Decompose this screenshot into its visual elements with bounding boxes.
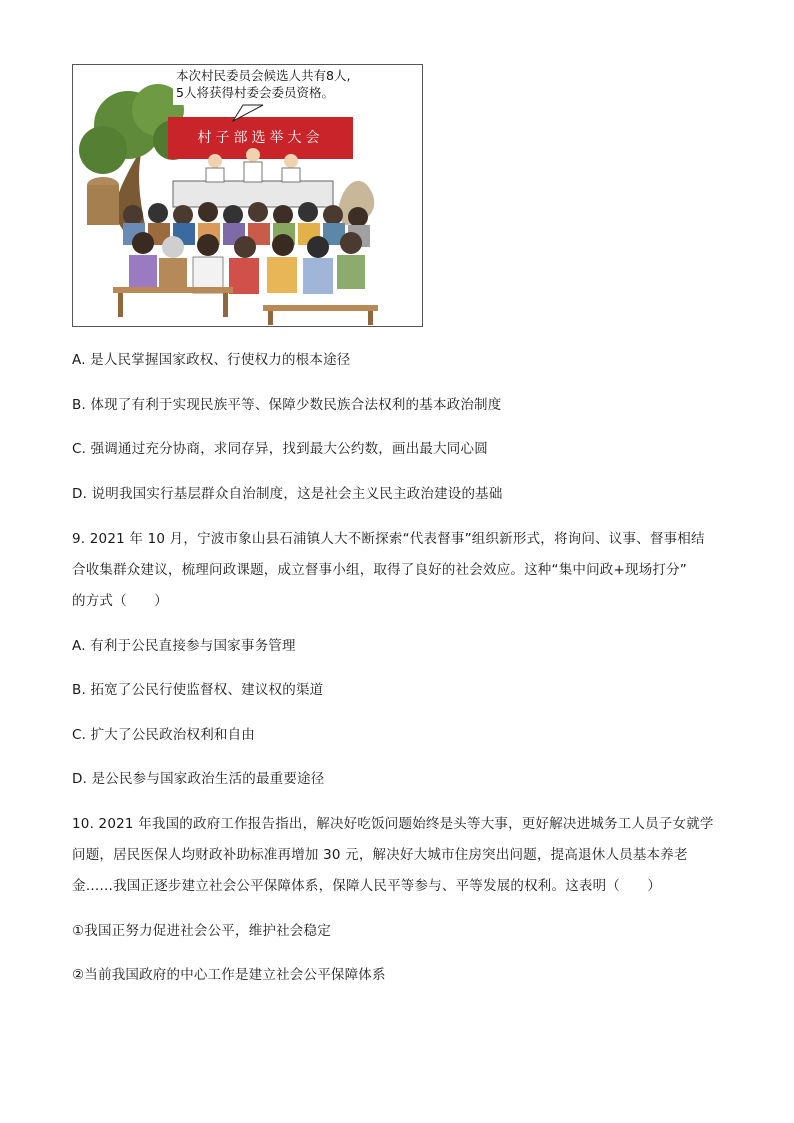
q8-option-d: D. 说明我国实行基层群众自治制度，这是社会主义民主政治建设的基础 <box>72 486 503 502</box>
q9-option-a: A. 有利于公民直接参与国家事务管理 <box>72 638 296 654</box>
election-banner-text: 村子部选举大会 <box>197 130 324 146</box>
q10-statement-2: ②当前我国政府的中心工作是建立社会公平保障体系 <box>72 967 386 983</box>
q10-stem-line-2: 问题，居民医保人均财政补助标准再增加 30 元，解决好大城市住房突出问题，提高退休人员基本养老 <box>72 847 688 863</box>
q9-stem-line-1: 9. 2021 年 10 月，宁波市象山县石浦镇人大不断探索“代表督事”组织新形式，将询问、议事、督事相结 <box>72 531 705 547</box>
q8-option-c: C. 强调通过充分协商，求同存异，找到最大公约数，画出最大同心圆 <box>72 441 488 457</box>
speech-caption <box>176 67 416 101</box>
q9-stem-line-3: 的方式（ ） <box>72 593 168 609</box>
q10-statement-1: ①我国正努力促进社会公平，维护社会稳定 <box>72 923 331 939</box>
village-election-drawing <box>73 65 422 326</box>
q9-option-d: D. 是公民参与国家政治生活的最重要途径 <box>72 771 325 787</box>
q9-option-b: B. 拓宽了公民行使监督权、建议权的渠道 <box>72 682 324 698</box>
q9-option-c: C. 扩大了公民政治权利和自由 <box>72 727 256 743</box>
q9-stem-line-2: 合收集群众建议，梳理问政课题，成立督事小组，取得了良好的社会效应。这种“集中问政+现场打分” <box>72 562 687 578</box>
speech-caption-line-1: 本次村民委员会候选人共有8人, <box>176 68 351 83</box>
q10-stem-line-1: 10. 2021 年我国的政府工作报告指出，解决好吃饭问题始终是头等大事，更好解决进城务工人员子女就学 <box>72 816 714 832</box>
q10-stem-line-3: 金……我国正逐步建立社会公平保障体系，保障人民平等参与、平等发展的权利。这表明（ ） <box>72 878 662 894</box>
q8-option-a: A. 是人民掌握国家政权、行使权力的根本途径 <box>72 352 351 368</box>
village-election-illustration <box>72 64 423 327</box>
speech-caption-line-2: 5人将获得村委会委员资格。 <box>176 85 334 100</box>
q8-option-b: B. 体现了有利于实现民族平等、保障少数民族合法权利的基本政治制度 <box>72 397 502 413</box>
